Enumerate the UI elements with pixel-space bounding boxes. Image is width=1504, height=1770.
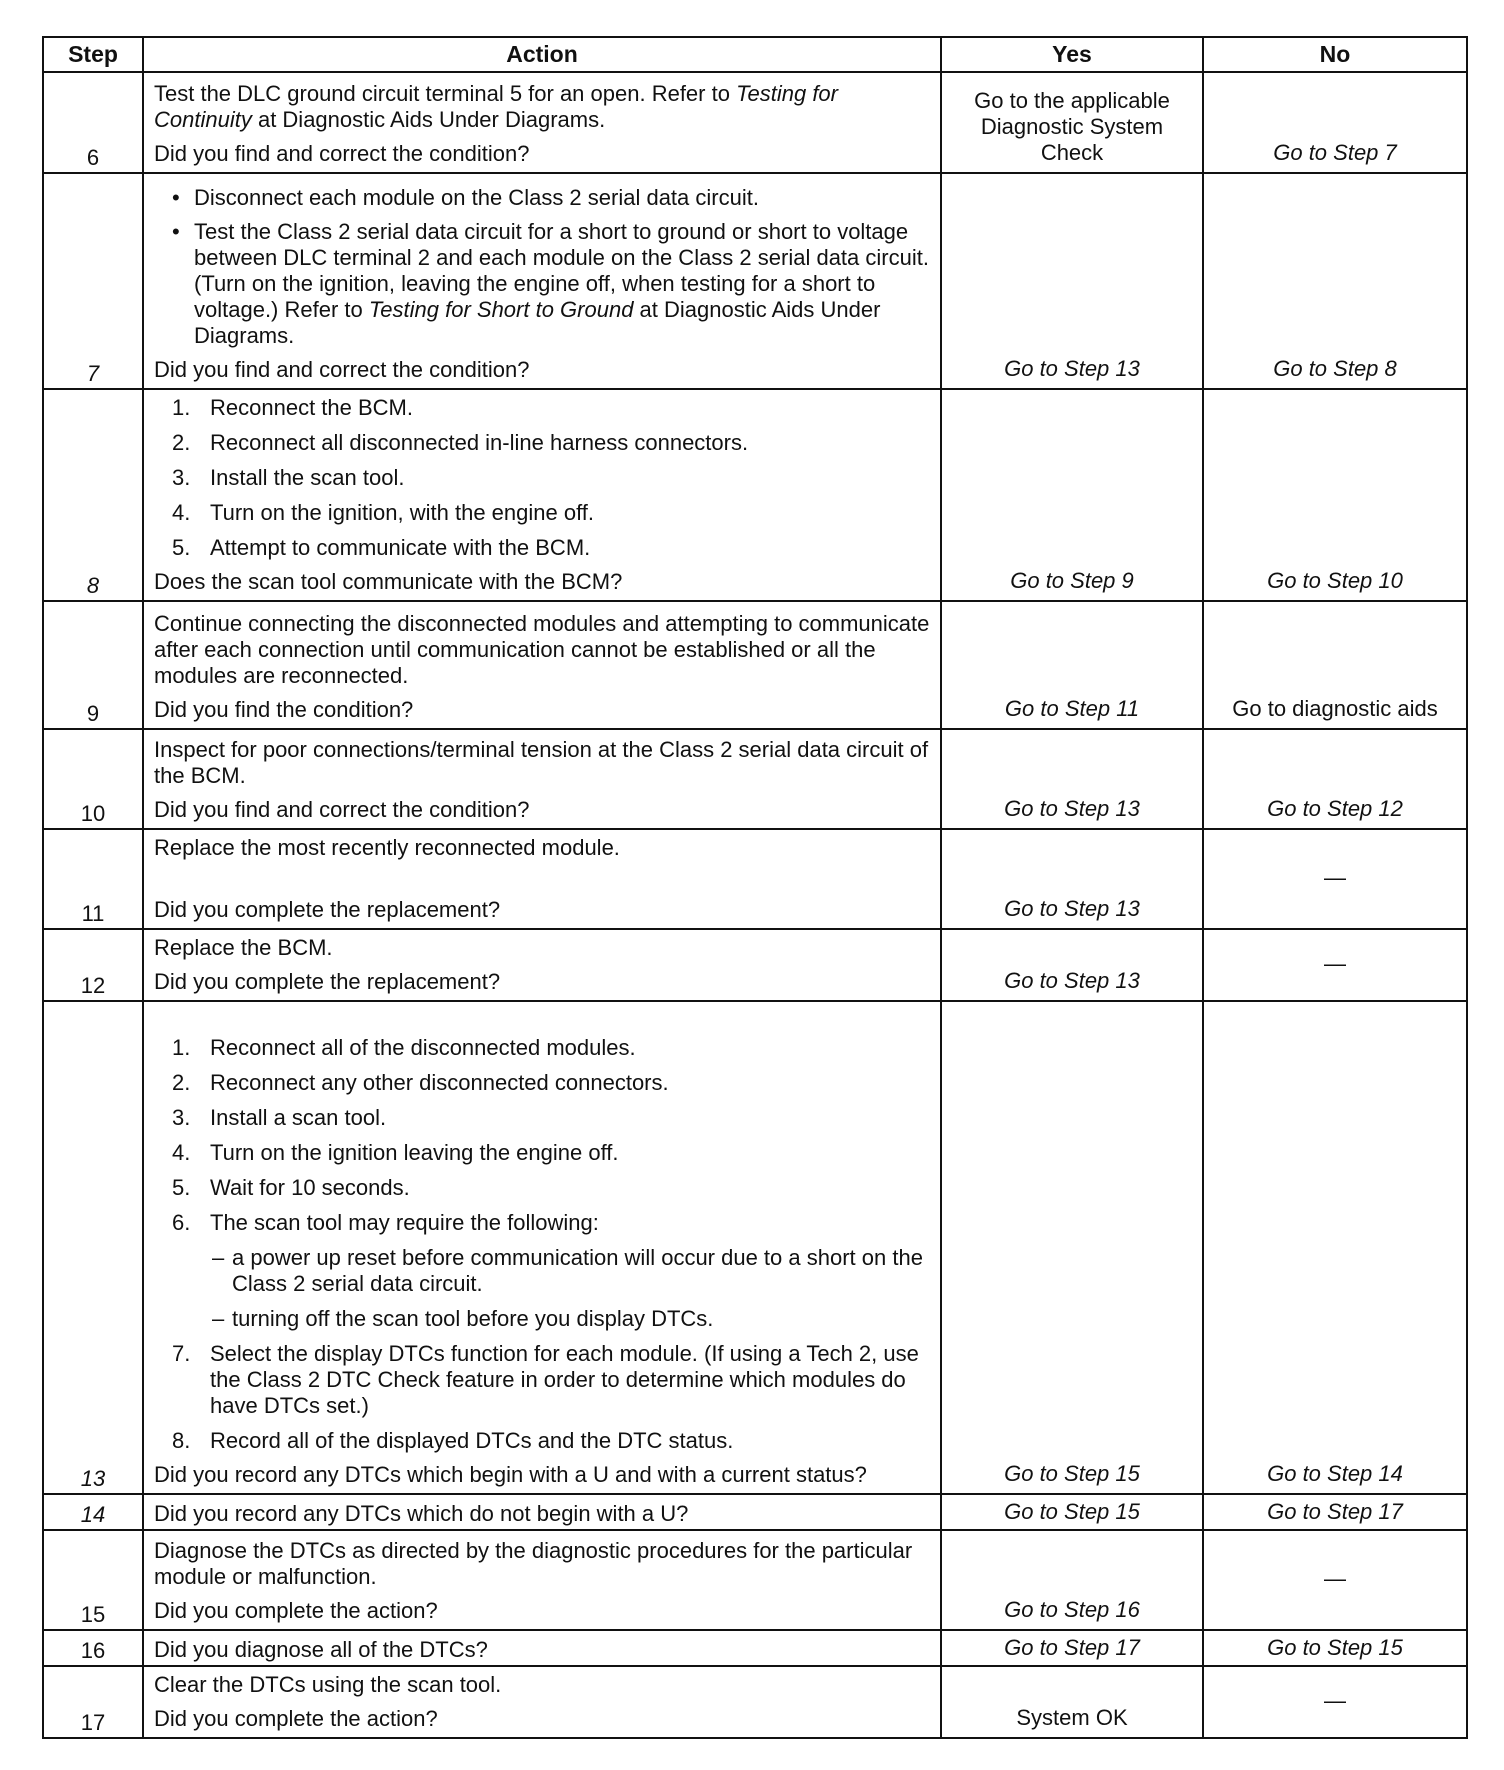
list-item-text: Attempt to communicate with the BCM. [210, 535, 591, 560]
list-item [154, 1210, 930, 1236]
sub-item-text: a power up reset before communication will occur due to a short on the Class 2 serial data circuit. [232, 1245, 923, 1296]
action-text-part: Test the DLC ground circuit terminal 5 for an open. Refer to [154, 81, 737, 106]
action-question: Did you diagnose all of the DTCs? [154, 1637, 488, 1662]
action-cell [143, 829, 941, 929]
action-text: Diagnose the DTCs as directed by the diagnostic procedures for the particular module or malfunction. [154, 1538, 913, 1589]
step-number: 6 [43, 72, 143, 173]
action-question: Did you record any DTCs which begin with a U and with a current status? [154, 1462, 867, 1487]
list-item-text: Wait for 10 seconds. [210, 1175, 410, 1200]
numbered-list [154, 1035, 930, 1236]
yes-result: System OK [941, 1666, 1203, 1738]
action-text: Replace the most recently reconnected module. [154, 835, 620, 860]
sub-list-item [154, 1306, 930, 1332]
bullet-list [154, 185, 930, 349]
list-item [154, 1070, 930, 1096]
list-item [154, 185, 930, 211]
no-result: Go to Step 8 [1203, 173, 1467, 389]
no-result: Go to Step 14 [1203, 1001, 1467, 1494]
header-action: Action [143, 37, 941, 72]
step-number: 17 [43, 1666, 143, 1738]
step-number: 16 [43, 1630, 143, 1666]
header-no: No [1203, 37, 1467, 72]
list-number: 2. [172, 430, 191, 455]
table-row [43, 1494, 1467, 1530]
list-item [154, 1175, 930, 1201]
action-question: Did you complete the action? [154, 1706, 438, 1731]
bullet-icon: • [172, 219, 180, 244]
action-cell [143, 1630, 941, 1666]
action-question: Did you complete the action? [154, 1598, 438, 1623]
diagnostic-steps-table [42, 36, 1468, 1739]
list-item-text: Record all of the displayed DTCs and the DTC status. [210, 1428, 734, 1453]
table-row [43, 1530, 1467, 1630]
table-row [43, 829, 1467, 929]
table-row [43, 173, 1467, 389]
table-row [43, 729, 1467, 829]
step-number: 8 [43, 389, 143, 601]
list-number: 5. [172, 535, 191, 560]
list-number: 5. [172, 1175, 191, 1200]
action-cell [143, 389, 941, 601]
dash-marker: – [212, 1245, 225, 1270]
list-item [154, 535, 930, 561]
list-item-text: Install a scan tool. [210, 1105, 387, 1130]
bullet-icon: • [172, 185, 180, 210]
list-number: 2. [172, 1070, 191, 1095]
step-number: 14 [43, 1494, 143, 1530]
no-result: Go to Step 7 [1203, 72, 1467, 173]
list-item-text: Reconnect the BCM. [210, 395, 413, 420]
action-cell [143, 173, 941, 389]
sub-item-text: turning off the scan tool before you display DTCs. [232, 1306, 714, 1331]
list-item [154, 1140, 930, 1166]
list-item-text: Reconnect any other disconnected connectors. [210, 1070, 669, 1095]
action-question: Did you complete the replacement? [154, 897, 501, 922]
yes-result: Go to Step 13 [941, 829, 1203, 929]
list-item-text: Turn on the ignition, with the engine off. [210, 500, 595, 525]
list-item [154, 465, 930, 491]
action-cell [143, 1530, 941, 1630]
action-cell [143, 1494, 941, 1530]
numbered-list [154, 1341, 930, 1454]
list-number: 1. [172, 1035, 191, 1060]
list-number: 8. [172, 1428, 191, 1453]
list-number: 4. [172, 1140, 191, 1165]
no-result: — [1203, 1666, 1467, 1738]
yes-result: Go to Step 17 [941, 1630, 1203, 1666]
action-text: Replace the BCM. [154, 935, 333, 960]
list-item [154, 395, 930, 421]
action-cell [143, 929, 941, 1001]
list-item-text: Disconnect each module on the Class 2 serial data circuit. [194, 185, 759, 210]
list-item-text: Select the display DTCs function for each module. (If using a Tech 2, use the Class 2 DTC Check feature in order to determine which modules do have DTCs set.) [210, 1341, 919, 1418]
action-text: Continue connecting the disconnected modules and attempting to communicate after each connection until communication cannot be established or all the modules are reconnected. [154, 611, 930, 688]
action-cell [143, 601, 941, 729]
list-number: 3. [172, 1105, 191, 1130]
list-number: 6. [172, 1210, 191, 1235]
list-item [154, 430, 930, 456]
action-question: Did you find and correct the condition? [154, 141, 530, 166]
reference-link: Testing for Continuity [154, 81, 838, 132]
action-cell [143, 729, 941, 829]
step-number: 10 [43, 729, 143, 829]
yes-result: Go to Step 11 [941, 601, 1203, 729]
no-result: — [1203, 1530, 1467, 1630]
step-number: 12 [43, 929, 143, 1001]
list-item-text: at Diagnostic Aids Under Diagrams. [194, 297, 881, 348]
no-result: Go to Step 15 [1203, 1630, 1467, 1666]
table-row [43, 1630, 1467, 1666]
yes-result: Go to Step 9 [941, 389, 1203, 601]
step-number: 15 [43, 1530, 143, 1630]
list-number: 7. [172, 1341, 191, 1366]
list-item-text: Turn on the ignition leaving the engine off. [210, 1140, 619, 1165]
action-text: Clear the DTCs using the scan tool. [154, 1672, 502, 1697]
list-item-text: Install the scan tool. [210, 465, 405, 490]
list-item-text: The scan tool may require the following: [210, 1210, 599, 1235]
list-number: 4. [172, 500, 191, 525]
header-yes: Yes [941, 37, 1203, 72]
list-number: 1. [172, 395, 191, 420]
yes-result: Go to Step 15 [941, 1001, 1203, 1494]
table-row [43, 1666, 1467, 1738]
action-question: Does the scan tool communicate with the BCM? [154, 569, 623, 594]
header-step: Step [43, 37, 143, 72]
list-number: 3. [172, 465, 191, 490]
yes-result: Go to Step 16 [941, 1530, 1203, 1630]
list-item [154, 1105, 930, 1131]
yes-result: Go to Step 15 [941, 1494, 1203, 1530]
numbered-list [154, 395, 930, 561]
action-cell [143, 72, 941, 173]
list-item [154, 1428, 930, 1454]
no-result: Go to Step 17 [1203, 1494, 1467, 1530]
step-number: 9 [43, 601, 143, 729]
header-row [43, 37, 1467, 72]
action-question: Did you record any DTCs which do not begin with a U? [154, 1501, 689, 1526]
action-text [154, 81, 930, 133]
action-cell [143, 1666, 941, 1738]
action-text-part: at Diagnostic Aids Under Diagrams. [251, 107, 606, 132]
action-text: Inspect for poor connections/terminal tension at the Class 2 serial data circuit of the BCM. [154, 737, 929, 788]
no-result: — [1203, 929, 1467, 1001]
no-result: Go to diagnostic aids [1203, 601, 1467, 729]
no-result: Go to Step 12 [1203, 729, 1467, 829]
yes-result: Go to Step 13 [941, 173, 1203, 389]
action-question: Did you complete the replacement? [154, 969, 501, 994]
table-row [43, 929, 1467, 1001]
no-result: Go to Step 10 [1203, 389, 1467, 601]
step-number: 13 [43, 1001, 143, 1494]
no-result: — [1203, 829, 1467, 929]
step-number: 11 [43, 829, 143, 929]
table-row [43, 389, 1467, 601]
yes-result: Go to Step 13 [941, 729, 1203, 829]
action-question: Did you find and correct the condition? [154, 797, 530, 822]
table-row [43, 72, 1467, 173]
list-item [154, 500, 930, 526]
list-item-text: Reconnect all of the disconnected modules. [210, 1035, 636, 1060]
list-item-text: Reconnect all disconnected in-line harness connectors. [210, 430, 749, 455]
action-question: Did you find the condition? [154, 697, 414, 722]
list-item [154, 1341, 930, 1419]
yes-result: Go to Step 13 [941, 929, 1203, 1001]
action-question: Did you find and correct the condition? [154, 357, 530, 382]
yes-result: Go to the applicable Diagnostic System Check [941, 72, 1203, 173]
action-cell [143, 1001, 941, 1494]
list-item-text: Test the Class 2 serial data circuit for a short to ground or short to voltage between DLC terminal 2 and each module on the Class 2 serial data circuit. (Turn on the ignition, leaving the engine off, when testing for a short to voltage.) Refer to [194, 219, 929, 322]
reference-link: Testing for Short to Ground [368, 297, 634, 322]
sub-list-item [154, 1245, 930, 1297]
dash-marker: – [212, 1306, 225, 1331]
list-item [154, 1035, 930, 1061]
list-item [154, 219, 930, 349]
table-row [43, 601, 1467, 729]
step-number: 7 [43, 173, 143, 389]
table-row [43, 1001, 1467, 1494]
